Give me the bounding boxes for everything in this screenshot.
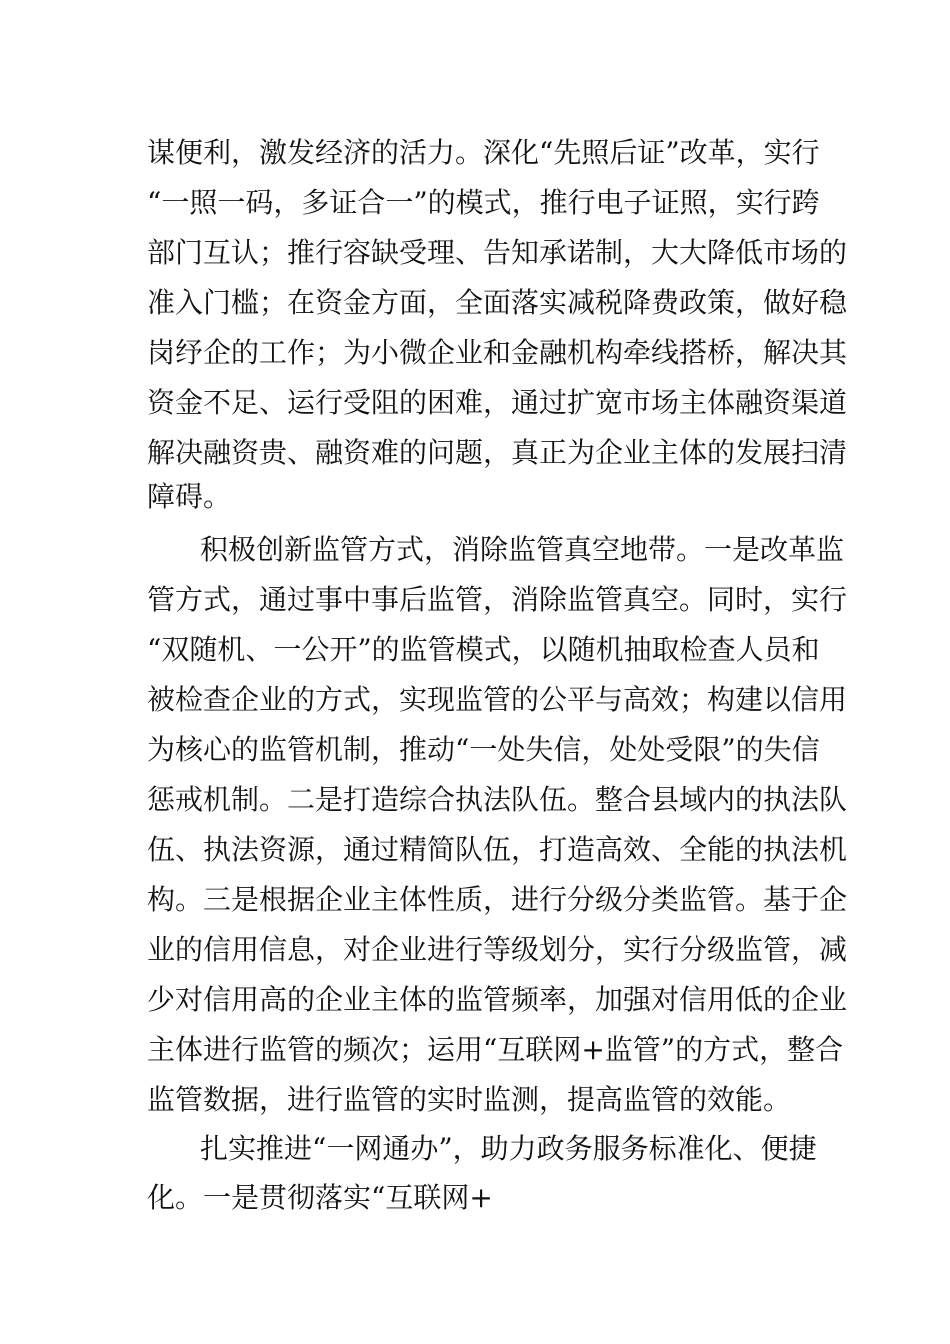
text-line: 准入门槛；在资金方面，全面落实减税降费政策，做好稳 (147, 286, 848, 319)
text-line: 管方式，通过事中事后监管，消除监管真空。同时，实行 (147, 583, 848, 616)
text-line: 为核心的监管机制，推动“一处失信，处处受限”的失信 (147, 733, 820, 766)
text-line: 部门互认；推行容缺受理、告知承诺制，大大降低市场的 (147, 236, 848, 269)
paragraph-first-line: 扎实推进“一网通办”，助力政务服务标准化、便捷 (200, 1132, 817, 1165)
text-line: 被检查企业的方式，实现监管的公平与高效；构建以信用 (147, 683, 848, 716)
text-line: 岗纾企的工作；为小微企业和金融机构牵线搭桥，解决其 (147, 336, 848, 369)
text-line: 业的信用信息，对企业进行等级划分，实行分级监管，减 (147, 933, 848, 966)
text-line: 惩戒机制。二是打造综合执法队伍。整合县域内的执法队 (147, 783, 848, 816)
text-line: 谋便利，激发经济的活力。深化“先照后证”改革，实行 (147, 136, 820, 169)
text-line: 资金不足、运行受阻的困难，通过扩宽市场主体融资渠道 (147, 386, 848, 419)
text-line: 构。三是根据企业主体性质，进行分级分类监管。基于企 (147, 883, 848, 916)
text-line: 主体进行监管的频次；运用“互联网+监管”的方式，整合 (147, 1033, 844, 1066)
text-line: 少对信用高的企业主体的监管频率，加强对信用低的企业 (147, 983, 848, 1016)
text-line: “双随机、一公开”的监管模式，以随机抽取检查人员和 (147, 633, 820, 666)
text-line: 监管数据，进行监管的实时监测，提高监管的效能。 (147, 1083, 792, 1116)
text-line: 伍、执法资源，通过精简队伍，打造高效、全能的执法机 (147, 833, 848, 866)
text-line: 化。一是贯彻落实“互联网+ (147, 1181, 493, 1214)
text-line: 障碍。 (147, 480, 232, 513)
text-line: 解决融资贵、融资难的问题，真正为企业主体的发展扫清 (147, 436, 848, 469)
text-line: “一照一码，多证合一”的模式，推行电子证照，实行跨 (147, 186, 820, 219)
paragraph-first-line: 积极创新监管方式，消除监管真空地带。一是改革监 (200, 533, 845, 566)
